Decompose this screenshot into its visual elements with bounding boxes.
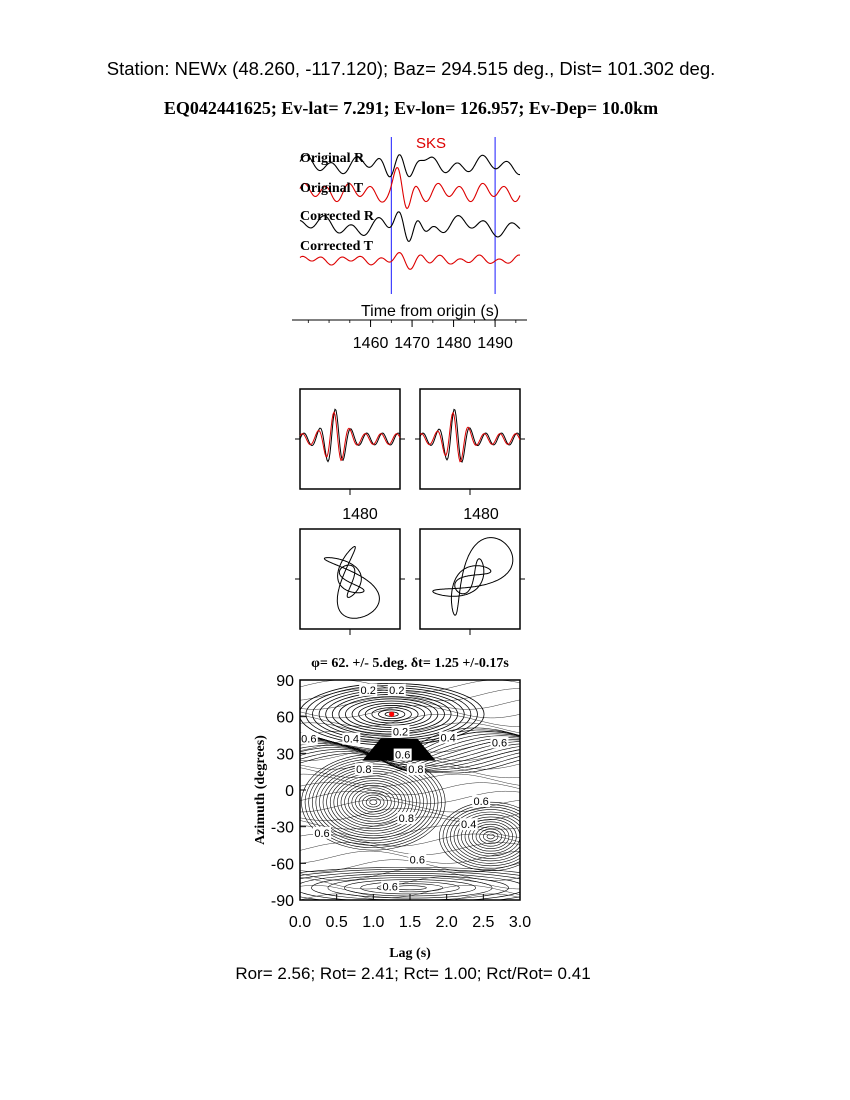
trace-label-original-t: Original T: [300, 181, 364, 196]
lag-tick-label: 0.0: [288, 914, 312, 931]
time-axis-label: Time from origin (s): [360, 303, 500, 320]
window-tick-label-after: 1480: [463, 506, 499, 523]
lag-tick-label: 2.0: [435, 914, 458, 931]
ratio-summary: Ror= 2.56; Rot= 2.41; Rct= 1.00; Rct/Rot= 0.41: [235, 964, 591, 983]
contour-line: [483, 832, 498, 842]
azimuth-tick-label: 90: [276, 673, 294, 690]
lag-tick-label: 2.5: [472, 914, 495, 931]
contour-label: 0.6: [395, 749, 411, 762]
contour-line: [355, 790, 391, 814]
trace-label-corrected-t: Corrected T: [300, 239, 373, 254]
lag-axis-label: Lag (s): [389, 946, 431, 961]
windowed-waveform-after: [415, 389, 525, 495]
contour-label: 0.8: [356, 764, 372, 777]
contour-line: [447, 807, 535, 866]
time-tick-label: 1460: [352, 335, 389, 352]
contour-line: [487, 834, 494, 839]
phase-label: SKS: [415, 135, 447, 152]
contour-line: [472, 824, 509, 848]
contour-label: 0.6: [473, 796, 489, 808]
time-tick-label: 1470: [394, 335, 430, 352]
azimuth-tick-label: -90: [270, 893, 294, 910]
best-fit-marker: [389, 712, 394, 717]
contour-label: 0.8: [408, 764, 424, 777]
trace-label-original-r: Original R: [300, 151, 365, 166]
lag-tick-label: 1.5: [398, 914, 422, 931]
azimuth-tick-label: 0: [285, 783, 294, 800]
azimuth-tick-label: 60: [276, 709, 294, 727]
contour-label: 0.2: [360, 684, 376, 697]
contour-line: [319, 766, 427, 838]
contour-label: 0.4: [343, 733, 359, 746]
contour-label: 0.8: [398, 813, 414, 826]
waveform-panel: [292, 135, 527, 352]
contour-line: [344, 880, 475, 896]
contour-line: [352, 788, 395, 817]
contour-line: [450, 810, 531, 864]
azimuth-tick-label: -60: [270, 856, 294, 874]
particle-motion-before: [295, 529, 405, 635]
contour-label: 0.4: [440, 732, 456, 745]
contour-title: φ= 62. +/- 5.deg. δt= 1.25 +/-0.17s: [311, 656, 509, 671]
window-tick-label-before: 1480: [342, 506, 378, 523]
contour-label: 0.6: [409, 854, 425, 867]
contour-label: 0.6: [382, 881, 398, 894]
azimuth-tick-label: 30: [276, 746, 294, 764]
contour-label: 0.6: [301, 733, 317, 746]
station-info: Station: NEWx (48.260, -117.120); Baz= 294.515 deg., Dist= 101.302 deg.: [106, 58, 716, 79]
trace-label-corrected-r: Corrected R: [300, 209, 374, 224]
contour-label: 0.4: [461, 819, 477, 832]
trace-corrected-t: [300, 253, 520, 270]
azimuth-tick-label: -30: [270, 819, 294, 837]
contour-line: [366, 797, 380, 807]
time-tick-label: 1490: [477, 335, 513, 352]
contour-line: [323, 769, 424, 836]
windowed-waveform-before: [295, 389, 405, 495]
contour-label: 0.6: [314, 827, 330, 840]
energy-contour-plot: [246, 656, 575, 961]
windowed-trace-fast: [300, 409, 400, 461]
contour-label: 0.2: [389, 684, 405, 697]
contour-label: 0.2: [392, 726, 409, 739]
particle-motion-after: [415, 529, 525, 635]
lag-tick-label: 3.0: [508, 914, 532, 931]
time-tick-label: 1480: [435, 335, 472, 352]
contour-line: [439, 802, 542, 870]
azimuth-axis-label: Azimuth (degrees): [253, 735, 268, 845]
lag-tick-label: 0.5: [325, 914, 348, 931]
event-info: EQ042441625; Ev-lat= 7.291; Ev-lon= 126.957; Ev-Dep= 10.0km: [163, 98, 659, 118]
contour-label: 0.6: [491, 737, 508, 750]
lag-tick-label: 1.0: [362, 914, 385, 931]
contour-line: [370, 800, 377, 805]
particle-motion-path: [433, 538, 513, 616]
particle-motion-path: [324, 547, 379, 619]
